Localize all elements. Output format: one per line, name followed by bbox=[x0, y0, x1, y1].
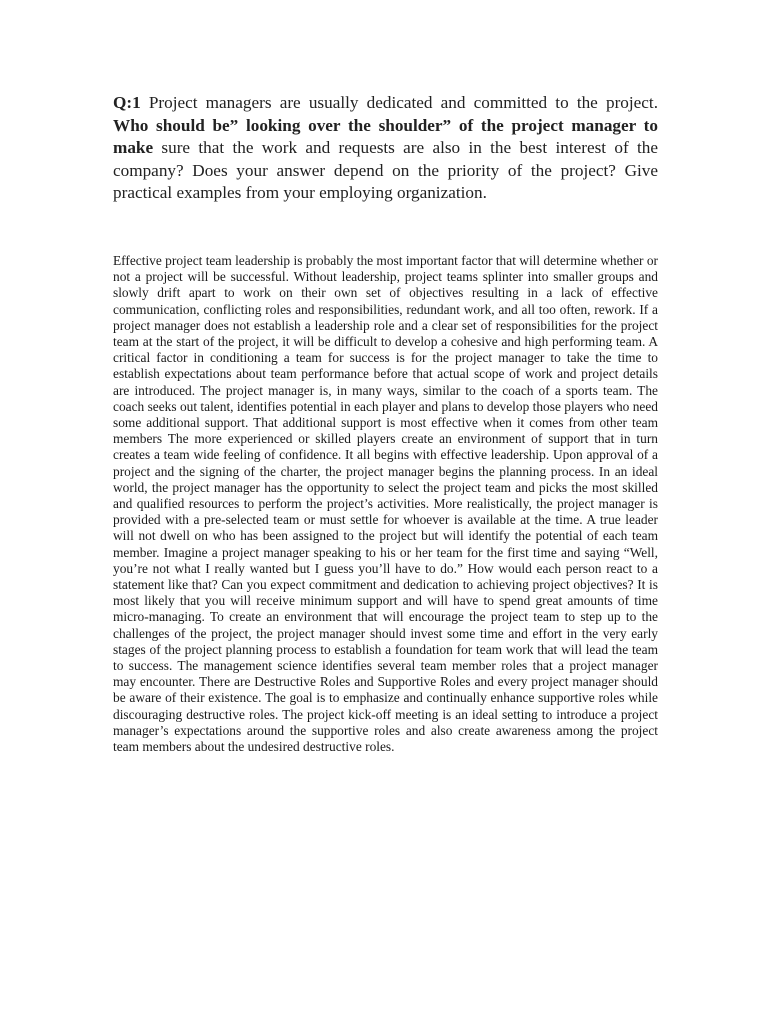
answer-text-segment: Effective project team leadership is probably the most important factor that will determine whether or not a project will be successful. Without leadership, project teams splinter into smaller groups and slowly drift apart to work on their own set of objectives resulting in a lack of effective communication, conflicting roles and responsibilities, redundant work, and all too often, rework. If a project manager does not establish a leadership role and a clear set of responsibilities for the project team at the start of the project, it will be difficult to develop a cohesive and high performing team. A critical factor in conditioning a team for success is for the project manager to take the time to establish expectations about team performance before that actual scope of work and project details are introduced. The project manager is, in many ways, similar to the coach of a sports team. The coach seeks out talent, identifies potential in each player and plans to develop those players who need some additional support. That additional support is most effective when it comes from other team members The more experienced or skilled players create an environment of support that in turn creates a team wide feeling of confidence. It all begins with effective leadership. Upon approval of a project and the signing of the charter, the project manager begins the planning process. In an ideal world, the project manager has the opportunity to select the project team and picks the most skilled and qualified resources to perform the bbox=[113, 253, 658, 512]
answer-text-segment: project’s activities. More realistically, the project manager is provided with a bbox=[113, 496, 658, 528]
answer-text-segment: react to a statement like that? Can you expect commitment and dedication to achieving project objectives? It is most likely that you will receive minimum support and will have to spend great amounts of time micro-managing. To create an environment that will encourage the project team to step up to the challenges of the project, the project manager should invest some time and effort in the very early stages of the project planning process to establish a foundation for team work that will lead the team to success. The management science identifies several team member roles that a project manager may encounter. There are Destructive Roles and Supportive Roles and every project manager should be aware of their existence. The goal is to emphasize and continually enhance supportive roles while discouraging destructive roles. The project kick-off meeting is an ideal setting to introduce bbox=[113, 560, 658, 722]
answer-text-segment: a project manager’s expectations around the supportive roles and also create awareness bbox=[113, 706, 659, 738]
answer-text-segment: Imagine a project manager speaking to his or her team for the first time and saying “Well, you’re not what I really wanted but I guess you’ll have to do.” How would each person bbox=[113, 544, 658, 576]
question-text-bold: Who should be” looking over the shoulder” of the project manager to make bbox=[113, 115, 658, 158]
question-paragraph bbox=[113, 92, 658, 205]
answer-text-segment: among the project team members about the undesired destructive roles. bbox=[113, 722, 659, 755]
answer-paragraph bbox=[113, 253, 658, 755]
question-text-rest: sure that the work and requests are also in the best interest of the company? Does your answer depend on the priority of the project? Give practical examples from your employing organization. bbox=[113, 138, 658, 203]
answer-text-segment: pre-selected team or must settle for whoever is available at the time. A true leader will not dwell on who has been assigned to the project but will identify the potential of each team member. bbox=[113, 512, 658, 560]
question-label: Q:1 bbox=[113, 93, 141, 112]
question-text-intro: Project managers are usually dedicated and committed to the project. bbox=[140, 93, 658, 112]
